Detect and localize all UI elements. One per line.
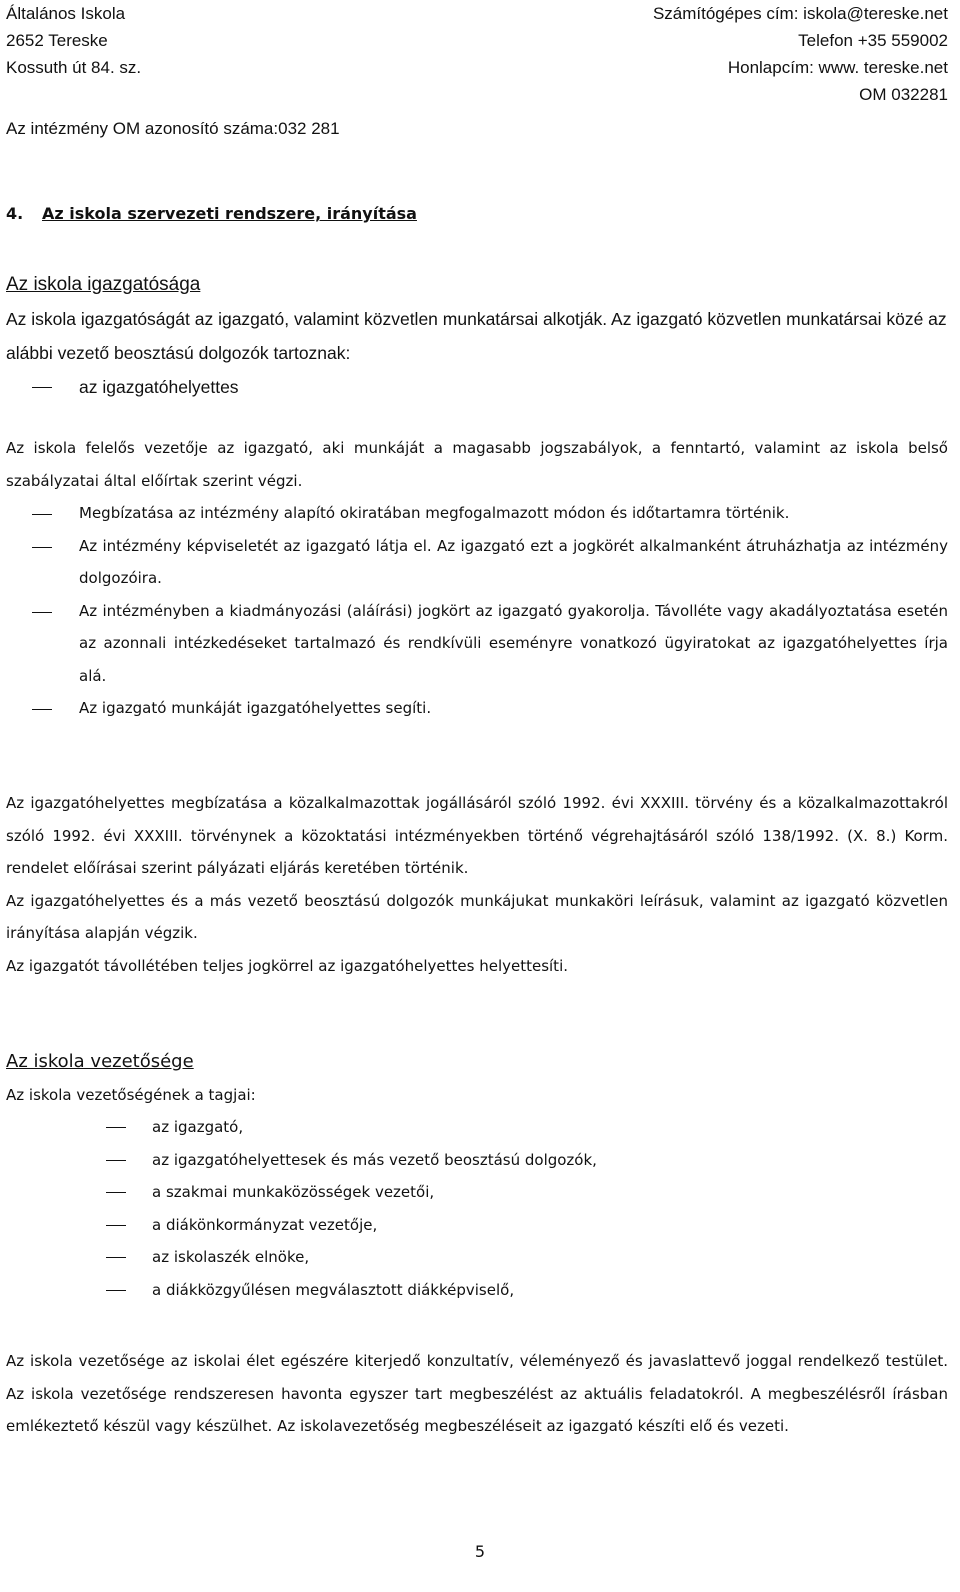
page-number: 5 (474, 1542, 486, 1561)
letterhead (6, 0, 948, 110)
letterhead-left (6, 0, 141, 81)
igazgatosag-member (6, 370, 948, 404)
helyettes-paragraph-2: Az igazgatóhelyettes és a más vezető beosztású dolgozók munkájukat munkaköri leírásuk, valamint az igazgató közvetlen irányítása alapján végzik. (6, 891, 948, 942)
school-name: Általános Iskola (6, 4, 126, 23)
vezetoseg-member (6, 1176, 948, 1209)
section-heading (6, 199, 417, 229)
igazgatosag-title: Az iskola igazgatósága (6, 274, 201, 295)
felelos-paragraph: Az iskola felelős vezetője az igazgató, aki munkáját a magasabb jogszabályok, a fenntartó, valamint az iskola belső szabályzatai által előírtak szerint végzi. (6, 439, 948, 490)
member-text: a diákönkormányzat vezetője, (152, 1215, 378, 1234)
school-om-code: OM 032281 (859, 85, 948, 104)
member-text: az igazgatóhelyettes (79, 377, 239, 397)
vezetoseg-member (6, 1274, 948, 1307)
helyettes-paragraph-3: Az igazgatót távollétében teljes jogkörrel az igazgatóhelyettes helyettesíti. (6, 956, 569, 975)
section-igazgatosag (6, 268, 948, 404)
vezetoseg-member (6, 1144, 948, 1177)
member-text: az igazgató, (152, 1118, 244, 1136)
section-title: Az iskola szervezeti rendszere, irányítása (42, 204, 417, 223)
member-text: az iskolaszék elnöke, (152, 1248, 310, 1266)
section-felelos-vezeto (6, 432, 948, 725)
school-phone: Telefon +35 559002 (798, 31, 948, 50)
felelos-bullet (6, 530, 948, 595)
vezetoseg-member (6, 1209, 948, 1242)
section-number: 4. (6, 204, 24, 223)
om-identifier-line: Az intézmény OM azonosító száma:032 281 (6, 119, 340, 138)
letterhead-right (653, 0, 948, 108)
section-vezetoseg-closing (6, 1345, 948, 1443)
member-text: a szakmai munkaközösségek vezetői, (152, 1183, 435, 1201)
section-vezetoseg (6, 1046, 948, 1306)
school-city: 2652 Tereske (6, 31, 108, 50)
felelos-bullet (6, 497, 948, 530)
vezetoseg-member (6, 1111, 948, 1144)
vezetoseg-intro: Az iskola vezetőségének a tagjai: (6, 1085, 256, 1104)
vezetoseg-member (6, 1241, 948, 1274)
bullet-text: Az intézmény képviseletét az igazgató látja el. Az igazgató ezt a jogkörét alkalmanként átruházhatja az intézmény dolgozóira. (79, 536, 948, 587)
vezetoseg-closing-paragraph: Az iskola vezetősége az iskolai élet egészére kiterjedő konzultatív, véleményező és javaslattevő joggal rendelkező testület. Az iskola vezetősége rendszeresen havonta egyszer tart megbeszélést az aktuális feladatokról. A megbeszélésről írásban emlékeztető készül vagy készülhet. Az iskolavezetőség megbeszéléseit az igazgató készíti elő és vezeti. (6, 1352, 948, 1435)
bullet-text: Megbízatása az intézmény alapító okiratában megfogalmazott módon és időtartamra történik. (79, 504, 790, 522)
school-website: Honlapcím: www. tereske.net (727, 58, 948, 77)
school-street: Kossuth út 84. sz. (6, 58, 142, 77)
member-text: a diákközgyűlésen megválasztott diákképviselő, (152, 1280, 515, 1299)
school-email: Számítógépes cím: iskola@tereske.net (652, 4, 948, 23)
helyettes-paragraph-1: Az igazgatóhelyettes megbízatása a közalkalmazottak jogállásáról szóló 1992. évi XXXIII. törvény és a közalkalmazottakról szóló 1992. évi XXXIII. törvénynek a közoktatási intézményekben történő végrehajtásáról szóló 138/1992. (X. 8.) Korm. rendelet előírásai szerint pályázati eljárás keretében történik. (6, 794, 948, 877)
igazgatosag-intro: Az iskola igazgatóságát az igazgató, valamint közvetlen munkatársai alkotják. Az igazgató közvetlen munkatársai közé az alábbi vezető beosztású dolgozók tartoznak: (6, 309, 947, 363)
bullet-text: Az intézményben a kiadmányozási (aláírási) jogkört az igazgató gyakorolja. Távolléte vagy akadályoztatása esetén az azonnali intézkedéseket tartalmazó és rendkívüli eseményre vonatkozó ügyiratokat az igazgatóhelyettes írja alá. (79, 601, 948, 685)
section-igazgatohelyettes (6, 787, 948, 982)
member-text: az igazgatóhelyettesek és más vezető beosztású dolgozók, (152, 1150, 597, 1169)
vezetoseg-title: Az iskola vezetősége (6, 1051, 194, 1072)
felelos-bullet (6, 692, 948, 725)
felelos-bullet (6, 595, 948, 693)
bullet-text: Az igazgató munkáját igazgatóhelyettes segíti. (79, 699, 432, 717)
document-page (6, 0, 948, 1435)
